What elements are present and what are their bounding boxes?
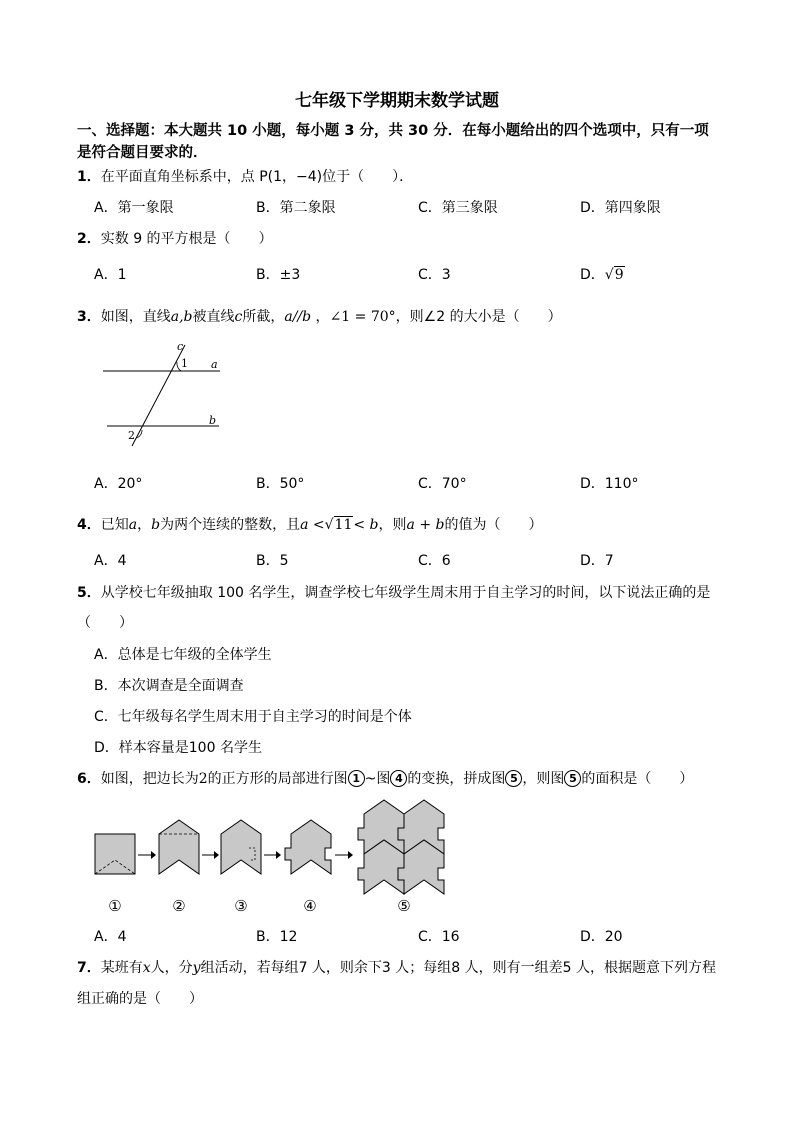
sqrt-expression: √9	[604, 267, 624, 283]
section-header-line2: 是符合题目要求的．	[77, 145, 208, 161]
label-a: a	[211, 358, 218, 371]
figure-label-3: ③	[234, 897, 248, 915]
page-title: 七年级下学期期末数学试题	[295, 91, 499, 111]
side-length: 2	[198, 771, 208, 787]
q2-option-a: A．1	[94, 267, 127, 283]
option-label: D．	[580, 267, 605, 283]
question-3: 3．如图，直线a,b被直线c所截，a//b ，∠1 = 70°，则∠2 的大小是（ ）	[77, 309, 562, 325]
label-c: c	[177, 340, 184, 353]
question-number: 6．	[77, 771, 101, 787]
q4-option-b: B．5	[256, 553, 289, 569]
q3-option-a: A．20°	[94, 476, 143, 492]
variable-ab: a,b	[170, 309, 193, 325]
circled-number: 4	[390, 770, 407, 787]
figure-step-4	[285, 820, 331, 874]
radicand: 9	[614, 267, 624, 283]
question-number: 4．	[77, 517, 101, 533]
variable-a: a	[128, 517, 138, 533]
q5-option-b: B．本次调查是全面调查	[94, 678, 244, 694]
q2-option-d	[580, 264, 625, 284]
question-number: 1．	[77, 169, 101, 185]
question-7	[77, 957, 716, 977]
variable-b: b	[151, 517, 161, 533]
question-number: 3．	[77, 309, 101, 325]
q6-option-c: C．16	[418, 929, 460, 945]
line-c	[132, 345, 185, 446]
question-text: 所截，	[242, 309, 285, 325]
question-text: ~图	[364, 771, 391, 787]
variable-c: c	[234, 309, 243, 325]
question-text: 某班有	[100, 960, 143, 976]
q3-option-c: C．70°	[418, 476, 467, 492]
question-6	[77, 768, 693, 788]
question-text: 人，分	[150, 960, 193, 976]
circled-number: 1	[348, 770, 365, 787]
question-text: 的变换，拼成图	[407, 771, 506, 787]
question-4	[77, 514, 542, 534]
section-header-line1: 一、选择题：本大题共 10 小题，每小题 3 分，共 30 分．在每小题给出的四个选项中，只有一项	[77, 123, 709, 139]
question-text: 已知	[100, 517, 129, 533]
figure-step-1	[95, 834, 135, 874]
sum-expression: a + b	[406, 517, 445, 533]
q1-option-c: C．第三象限	[418, 200, 498, 216]
inequality-right: < b	[353, 517, 379, 533]
label-angle-1: 1	[181, 357, 188, 370]
q3-option-d: D．110°	[580, 476, 639, 492]
q1-option-b: B．第二象限	[256, 200, 336, 216]
q5-option-c: C．七年级每名学生周末用于自主学习的时间是个体	[94, 709, 412, 725]
parallel-lines-figure	[95, 338, 230, 448]
q1-option-a: A．第一象限	[94, 200, 174, 216]
question-text: 的值为（ ）	[444, 517, 543, 533]
question-text: 组活动，若每组7 人，则余下3 人；每组8 人，则有一组差5 人，根据题意下列方程	[200, 960, 717, 976]
question-text: 如图，直线	[100, 309, 171, 325]
figure-step-5	[358, 800, 444, 894]
question-number: 7．	[77, 960, 101, 976]
question-text: 在平面直角坐标系中，点 P(1，−4)位于（ ）．	[100, 169, 414, 185]
arrow-icon	[264, 851, 281, 859]
q3-option-b: B．50°	[256, 476, 305, 492]
variable-x: x	[142, 960, 151, 976]
q4-option-a: A．4	[94, 553, 127, 569]
question-text: ，则	[378, 517, 407, 533]
question-text: ，则图	[522, 771, 565, 787]
question-text: 为两个连续的整数，且	[160, 517, 301, 533]
q4-option-d: D．7	[580, 553, 614, 569]
q6-option-b: B．12	[256, 929, 298, 945]
figure-label-1: ①	[108, 897, 122, 915]
question-text: 被直线	[192, 309, 235, 325]
arrow-icon	[138, 851, 156, 859]
angle-expression: ∠1 = 70°	[329, 309, 396, 325]
q5-option-d: D．样本容量是100 名学生	[94, 740, 262, 756]
question-text: 从学校七年级抽取 100 名学生，调查学校七年级学生周末用于自主学习的时间，以下说法正确的是	[100, 585, 711, 601]
question-text: 如图，把边长为	[100, 771, 199, 787]
figure-label-4: ④	[303, 897, 317, 915]
question-text: 实数 9 的平方根是（ ）	[100, 231, 273, 247]
label-b: b	[209, 414, 217, 427]
question-text: ，	[137, 517, 152, 533]
figure-step-3	[221, 820, 261, 874]
question-text: ，则∠2 的大小是（ ）	[395, 309, 562, 325]
q6-option-a: A．4	[94, 929, 127, 945]
q2-option-b: B．±3	[256, 267, 301, 283]
variable-y: y	[192, 960, 201, 976]
figure-label-5: ⑤	[397, 897, 411, 915]
radicand: 11	[334, 517, 353, 533]
question-5-line2: （ ）	[77, 615, 133, 631]
question-number: 2．	[77, 231, 101, 247]
parallel-expression: a//b	[284, 309, 312, 325]
q1-option-d: D．第四象限	[580, 200, 661, 216]
inequality-left: a <	[300, 517, 325, 533]
question-text: 的正方形的局部进行图	[207, 771, 348, 787]
q6-option-d: D．20	[580, 929, 623, 945]
question-text: 的面积是（ ）	[581, 771, 694, 787]
question-2	[77, 228, 273, 248]
sqrt-expression: √11	[324, 517, 353, 533]
circled-number: 5	[564, 770, 581, 787]
q2-option-c: C．3	[418, 267, 451, 283]
q4-option-c: C．6	[418, 553, 451, 569]
question-number: 5．	[77, 585, 101, 601]
square-transformation-figure	[88, 795, 458, 920]
question-7-line2: 组正确的是（ ）	[77, 991, 203, 1007]
question-5	[77, 582, 710, 602]
question-1	[77, 166, 413, 186]
figure-step-2	[159, 820, 199, 874]
arrow-icon	[335, 851, 353, 859]
q5-option-a: A．总体是七年级的全体学生	[94, 647, 272, 663]
arrow-icon	[202, 851, 219, 859]
circled-number: 5	[505, 770, 522, 787]
figure-label-2: ②	[172, 897, 186, 915]
label-angle-2: 2	[128, 429, 135, 442]
